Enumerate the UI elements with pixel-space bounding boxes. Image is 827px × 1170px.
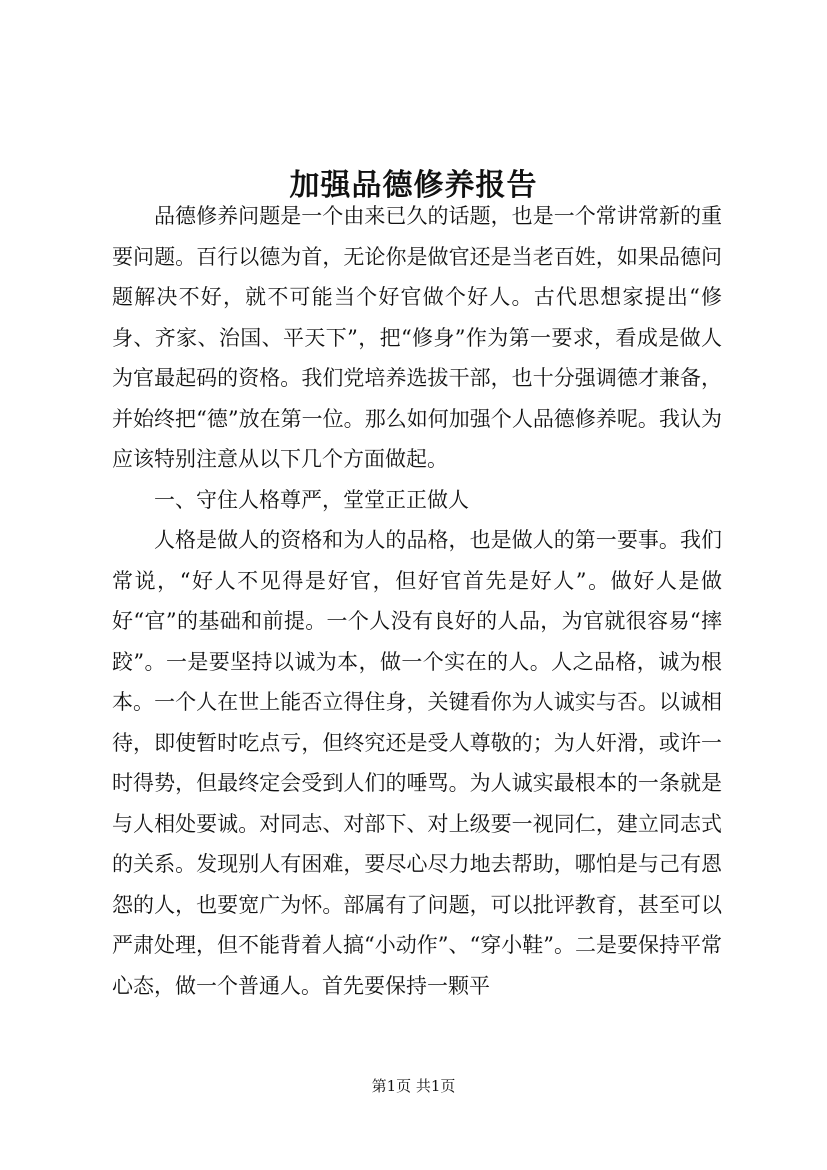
paragraph-intro: 品德修养问题是一个由来已久的话题，也是一个常讲常新的重要问题。百行以德为首，无论你是做官还是当老百姓，如果品德问题解决不好，就不可能当个好官做个好人。古代思想家提出“修身、齐家、治国、平天下”，把“修身”作为第一要求，看成是做人为官最起码的资格。我们党培养选拔干部，也十分强调德才兼备，并始终把“德”放在第一位。那么如何加强个人品德修养呢。我认为应该特别注意从以下几个方面做起。 bbox=[112, 204, 722, 471]
page-footer: 第1页 共1页 bbox=[371, 1077, 456, 1095]
document-title: 加强品德修养报告 bbox=[289, 168, 538, 204]
section-heading-1: 一、守住人格尊严，堂堂正正做人 bbox=[154, 487, 469, 512]
paragraph-section-1: 人格是做人的资格和为人的品格，也是做人的第一要事。我们常说，“好人不见得是好官，但好官首先是好人”。做好人是做好“官”的基础和前提。一个人没有良好的人品，为官就很容易“摔跤”。一是要坚持以诚为本，做一个实在的人。人之品格，诚为根本。一个人在世上能否立得住身，关键看你为人诚实与否。以诚相待，即使暂时吃点亏，但终究还是受人尊敬的；为人奸滑，或许一时得势，但最终定会受到人们的唾骂。为人诚实最根本的一条就是与人相处要诚。对同志、对部下、对上级要一视同仁，建立同志式的关系。发现别人有困难，要尽心尽力地去帮助，哪怕是与己有恩怨的人，也要宽广为怀。部属有了问题，可以批评教育，甚至可以严肃处理，但不能背着人搞“小动作”、“穿小鞋”。二是要保持平常心态，做一个普通人。首先要保持一颗平 bbox=[112, 528, 722, 998]
document-body bbox=[112, 196, 722, 1006]
